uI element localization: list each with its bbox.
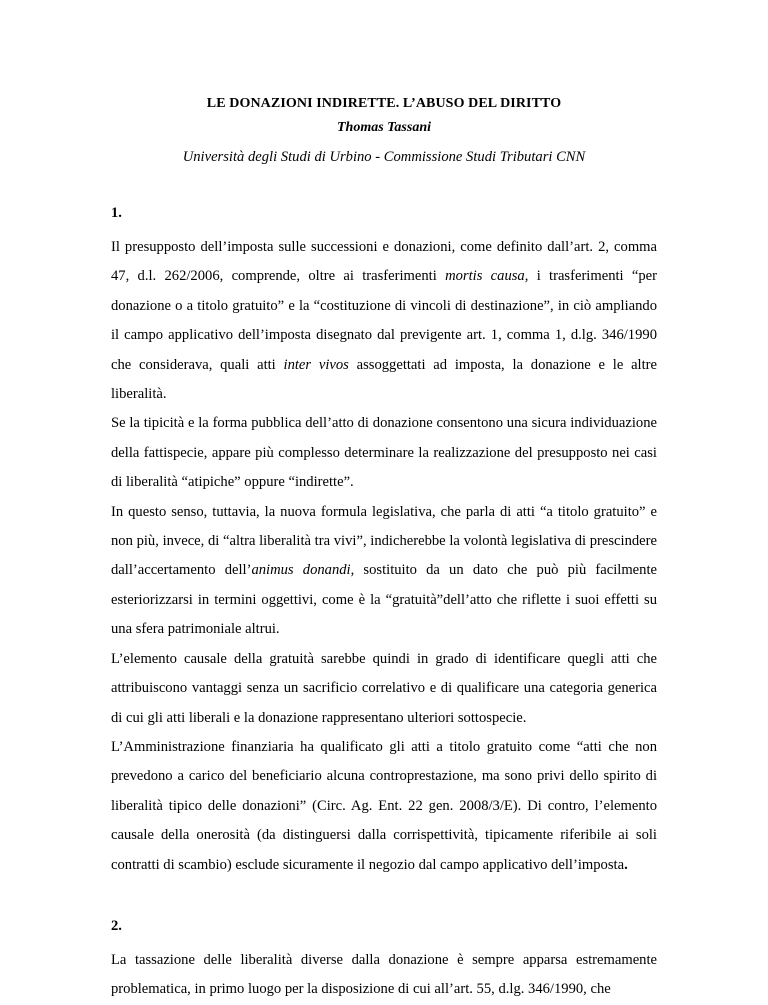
paper-title: LE DONAZIONI INDIRETTE. L’ABUSO DEL DIRITTO [206,96,562,111]
author-name: Thomas Tassani [336,120,431,135]
section-1-paragraph-1: Il presupposto dell’imposta sulle successioni e donazioni, come definito dall’art. 2, comma 47, d.l. 262/2006, comprende, oltre ai trasferimenti mortis causa, i trasferimenti “per donazione o a titolo gratuito” e la “costituzione di vincoli di destinazione”, in ciò ampliando il campo applicativo dell’imposta disegnato dal previgente art. 1, comma 1, d.lg. 346/1990 che considerava, quali atti inter vivos assoggettati ad imposta, la donazione e le altre liberalità. [111,239,658,403]
section-2-paragraph-1: La tassazione delle liberalità diverse dalla donazione è sempre apparsa estremamente problematica, in primo luogo per la disposizione di cui all’art. 55, d.lg. 346/1990, che [111,951,657,998]
section-1-paragraph-4: L’elemento causale della gratuità sarebbe quindi in grado di identificare quegli atti che attribuiscono vantaggi senza un sacrificio correlativo e di qualificare una categoria generica di cui gli atti liberali e la donazione rappresentano ulteriori sottospecie. [111,650,657,726]
author-affiliation: Università degli Studi di Urbino - Commissione Studi Tributari CNN [182,149,586,165]
document-page [111,90,657,1005]
section-2-heading: 2. [111,917,122,934]
section-1-paragraph-5: L’Amministrazione finanziaria ha qualificato gli atti a titolo gratuito come “atti che non prevedono a carico del beneficiario alcuna controprestazione, ma sono privi dello spirito di liberalità tipico delle donazioni” (Circ. Ag. Ent. 22 gen. 2008/3/E). Di contro, l’elemento causale della onerosità (da distinguersi dalla corrispettività, tipicamente riferibile ai soli contratti di scambio) esclude sicuramente il negozio dal campo applicativo dell’imposta. [111,738,657,873]
section-1-heading: 1. [111,205,122,221]
section-1-paragraph-3: In questo senso, tuttavia, la nuova formula legislativa, che parla di atti “a titolo gratuito” e non più, invece, di “altra liberalità tra vivi”, indicherebbe la volontà legislativa di prescindere dall’accertamento dell’animus donandi, sostituito da un dato che può più facilmente esteriorizzarsi in termini oggettivi, come è la “gratuità”dell’atto che riflette i suoi effetti su una sfera patrimoniale altrui. [111,503,657,638]
section-1-paragraph-2: Se la tipicità e la forma pubblica dell’atto di donazione consentono una sicura individuazione della fattispecie, appare più complesso determinare la realizzazione del presupposto nei casi di liberalità “atipiche” oppure “indirette”. [111,415,657,491]
